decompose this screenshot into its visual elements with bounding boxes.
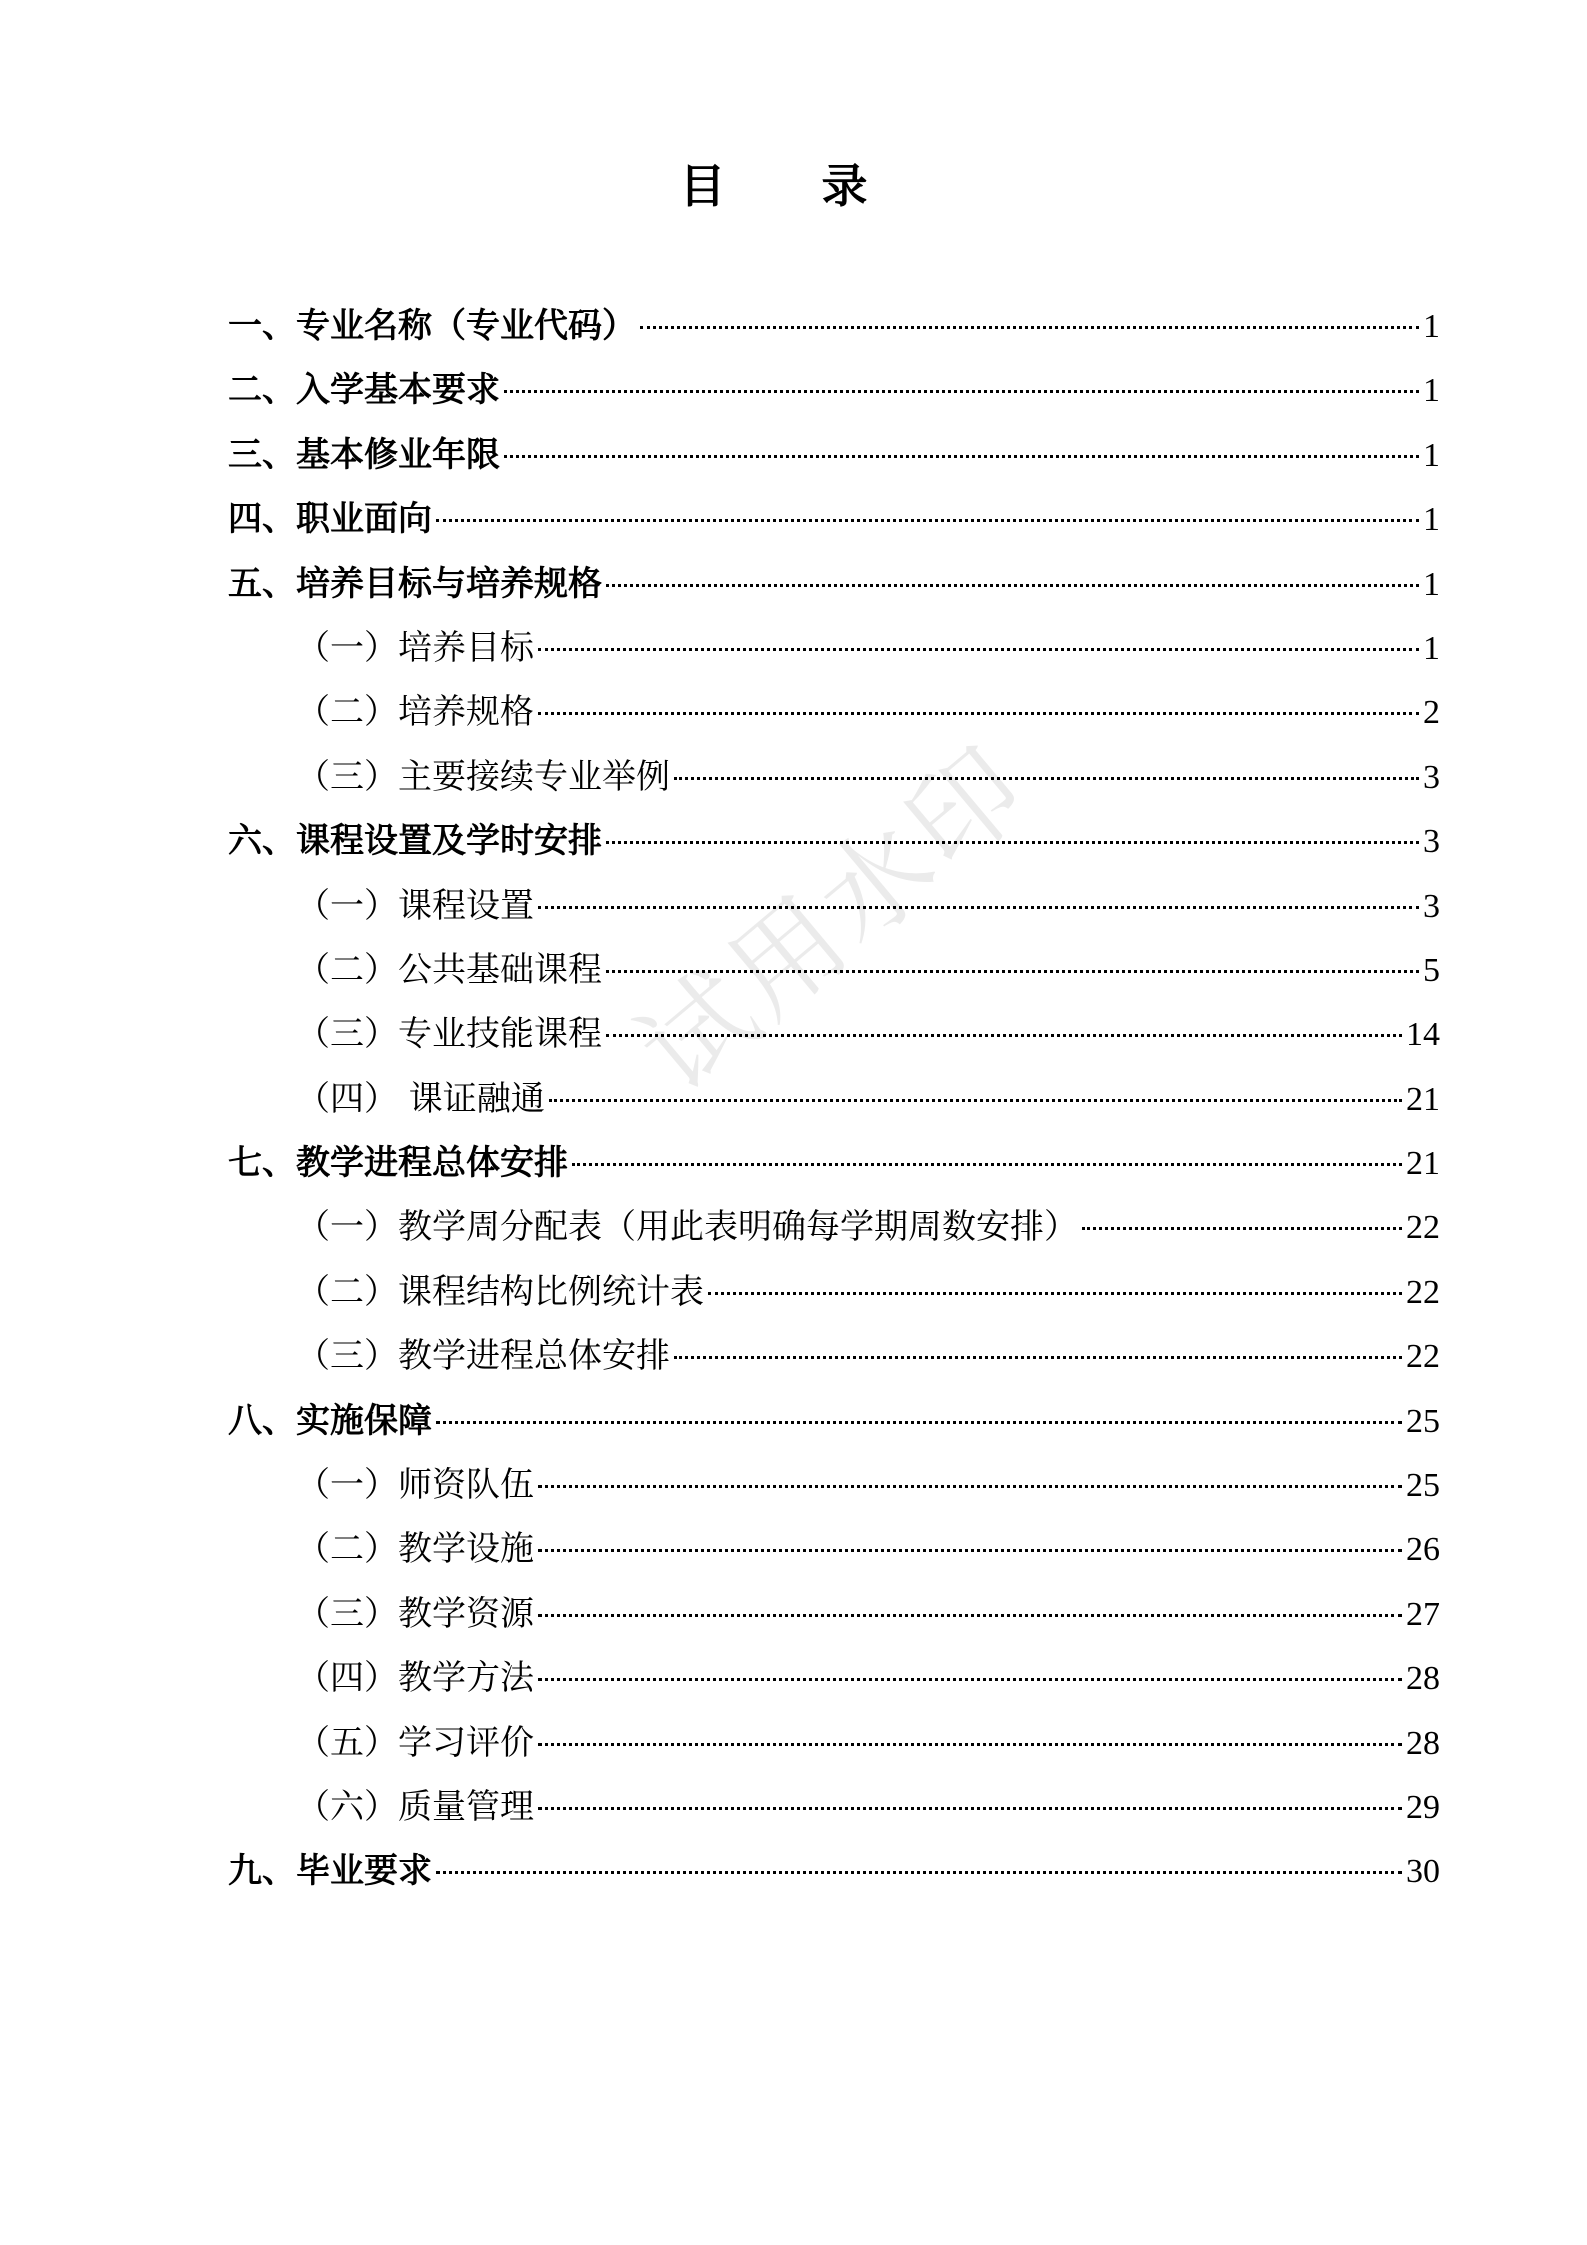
toc-entry-page-number: 27 xyxy=(1406,1595,1440,1633)
toc-entry-label: 三、基本修业年限 xyxy=(228,434,500,475)
toc-entry-page-number: 1 xyxy=(1423,372,1440,410)
toc-entry-label: 五、培养目标与培养规格 xyxy=(228,563,602,604)
toc-entry-page-number: 22 xyxy=(1406,1273,1440,1311)
dot-leader xyxy=(538,1549,1402,1552)
toc-entry-label: （一）师资队伍 xyxy=(296,1465,534,1506)
toc-entry-page-number: 1 xyxy=(1423,436,1440,474)
toc-entry-page-number: 21 xyxy=(1406,1145,1440,1183)
toc-entry[interactable] xyxy=(228,358,1440,422)
toc-entry[interactable] xyxy=(228,1260,1440,1324)
dot-leader xyxy=(538,1614,1402,1617)
toc-entry-label: （六）质量管理 xyxy=(296,1786,534,1827)
toc-entry-label: （四）教学方法 xyxy=(296,1658,534,1699)
toc-entry-page-number: 22 xyxy=(1406,1209,1440,1247)
dot-leader xyxy=(538,1807,1402,1810)
toc-entry[interactable] xyxy=(228,1324,1440,1388)
toc-entry-page-number: 5 xyxy=(1423,951,1440,989)
dot-leader xyxy=(606,1034,1402,1037)
toc-entry[interactable] xyxy=(228,1002,1440,1066)
toc-entry-page-number: 3 xyxy=(1423,887,1440,925)
toc-entry-label: （一）教学周分配表（用此表明确每学期周数安排） xyxy=(296,1207,1078,1248)
dot-leader xyxy=(640,326,1419,329)
toc-entry[interactable] xyxy=(228,745,1440,809)
dot-leader xyxy=(674,1356,1402,1359)
toc-entry[interactable] xyxy=(228,1195,1440,1259)
toc-entry-page-number: 3 xyxy=(1423,758,1440,796)
toc-entry[interactable] xyxy=(228,423,1440,487)
toc-entry[interactable] xyxy=(228,809,1440,873)
dot-leader xyxy=(549,1099,1402,1102)
dot-leader xyxy=(708,1292,1402,1295)
toc-entry[interactable] xyxy=(228,1646,1440,1710)
toc-entry-label: 六、课程设置及学时安排 xyxy=(228,821,602,862)
toc-entry-label: 七、教学进程总体安排 xyxy=(228,1143,568,1184)
toc-entry-label: （二）公共基础课程 xyxy=(296,949,602,990)
toc-entry-page-number: 25 xyxy=(1406,1402,1440,1440)
dot-leader xyxy=(538,906,1419,909)
toc-entry[interactable] xyxy=(228,294,1440,358)
dot-leader xyxy=(436,1871,1402,1874)
toc-entry-label: （三）教学资源 xyxy=(296,1593,534,1634)
toc-entry-page-number: 22 xyxy=(1406,1338,1440,1376)
toc-entry[interactable] xyxy=(228,616,1440,680)
toc-entry-page-number: 1 xyxy=(1423,308,1440,345)
toc-entry[interactable] xyxy=(228,1517,1440,1581)
toc-entry-page-number: 28 xyxy=(1406,1724,1440,1762)
dot-leader xyxy=(572,1163,1402,1166)
toc-entry-label: 四、职业面向 xyxy=(228,499,432,540)
dot-leader xyxy=(504,455,1419,458)
toc-entry-page-number: 26 xyxy=(1406,1531,1440,1569)
toc-entry[interactable] xyxy=(228,680,1440,744)
toc-entry[interactable] xyxy=(228,1711,1440,1775)
toc-entry[interactable] xyxy=(228,1131,1440,1195)
dot-leader xyxy=(606,841,1419,844)
watermark: 试用水印 xyxy=(615,720,1054,1117)
toc-entry-page-number: 30 xyxy=(1406,1853,1440,1891)
toc-entry-page-number: 1 xyxy=(1423,629,1440,667)
toc-entry-label: （五）学习评价 xyxy=(296,1722,534,1763)
toc-entry[interactable] xyxy=(228,1067,1440,1131)
toc-entry-page-number: 21 xyxy=(1406,1080,1440,1118)
toc-entry-label: 一、专业名称（专业代码） xyxy=(228,306,636,346)
toc-entry[interactable] xyxy=(228,1582,1440,1646)
toc-entry-label: （三）教学进程总体安排 xyxy=(296,1336,670,1377)
dot-leader xyxy=(538,712,1419,715)
toc-entry-label: （二）培养规格 xyxy=(296,692,534,733)
dot-leader xyxy=(538,1678,1402,1681)
toc-entry[interactable] xyxy=(228,1389,1440,1453)
toc-entry-label: （二）课程结构比例统计表 xyxy=(296,1271,704,1312)
dot-leader xyxy=(538,648,1419,651)
dot-leader xyxy=(436,519,1419,522)
toc-entry-page-number: 3 xyxy=(1423,823,1440,861)
page-title: 目 录 xyxy=(679,159,908,213)
toc-entry[interactable] xyxy=(228,487,1440,551)
toc-entry-label: （三）主要接续专业举例 xyxy=(296,756,670,797)
table-of-contents xyxy=(228,294,1440,1904)
dot-leader xyxy=(674,777,1419,780)
toc-entry-label: 八、实施保障 xyxy=(228,1400,432,1441)
toc-entry-page-number: 28 xyxy=(1406,1660,1440,1698)
dot-leader xyxy=(606,970,1419,973)
toc-entry-page-number: 14 xyxy=(1406,1016,1440,1054)
dot-leader xyxy=(538,1743,1402,1746)
toc-entry-label: （一）课程设置 xyxy=(296,885,534,926)
toc-entry[interactable] xyxy=(228,1453,1440,1517)
toc-entry-label: （二）教学设施 xyxy=(296,1529,534,1570)
toc-entry-label: （四） 课证融通 xyxy=(296,1078,545,1119)
dot-leader xyxy=(504,390,1419,393)
dot-leader xyxy=(606,584,1419,587)
toc-entry[interactable] xyxy=(228,938,1440,1002)
toc-entry[interactable] xyxy=(228,552,1440,616)
dot-leader xyxy=(1082,1227,1402,1230)
toc-entry-label: （三）专业技能课程 xyxy=(296,1014,602,1055)
toc-entry[interactable] xyxy=(228,1839,1440,1903)
toc-entry-page-number: 1 xyxy=(1423,565,1440,603)
dot-leader xyxy=(436,1421,1402,1424)
toc-entry-page-number: 29 xyxy=(1406,1788,1440,1826)
dot-leader xyxy=(538,1485,1402,1488)
toc-entry[interactable] xyxy=(228,874,1440,938)
toc-entry[interactable] xyxy=(228,1775,1440,1839)
toc-entry-page-number: 25 xyxy=(1406,1467,1440,1505)
toc-entry-page-number: 2 xyxy=(1423,694,1440,732)
toc-entry-label: 二、入学基本要求 xyxy=(228,370,500,411)
toc-entry-page-number: 1 xyxy=(1423,501,1440,539)
toc-entry-label: （一）培养目标 xyxy=(296,627,534,668)
toc-entry-label: 九、毕业要求 xyxy=(228,1851,432,1892)
